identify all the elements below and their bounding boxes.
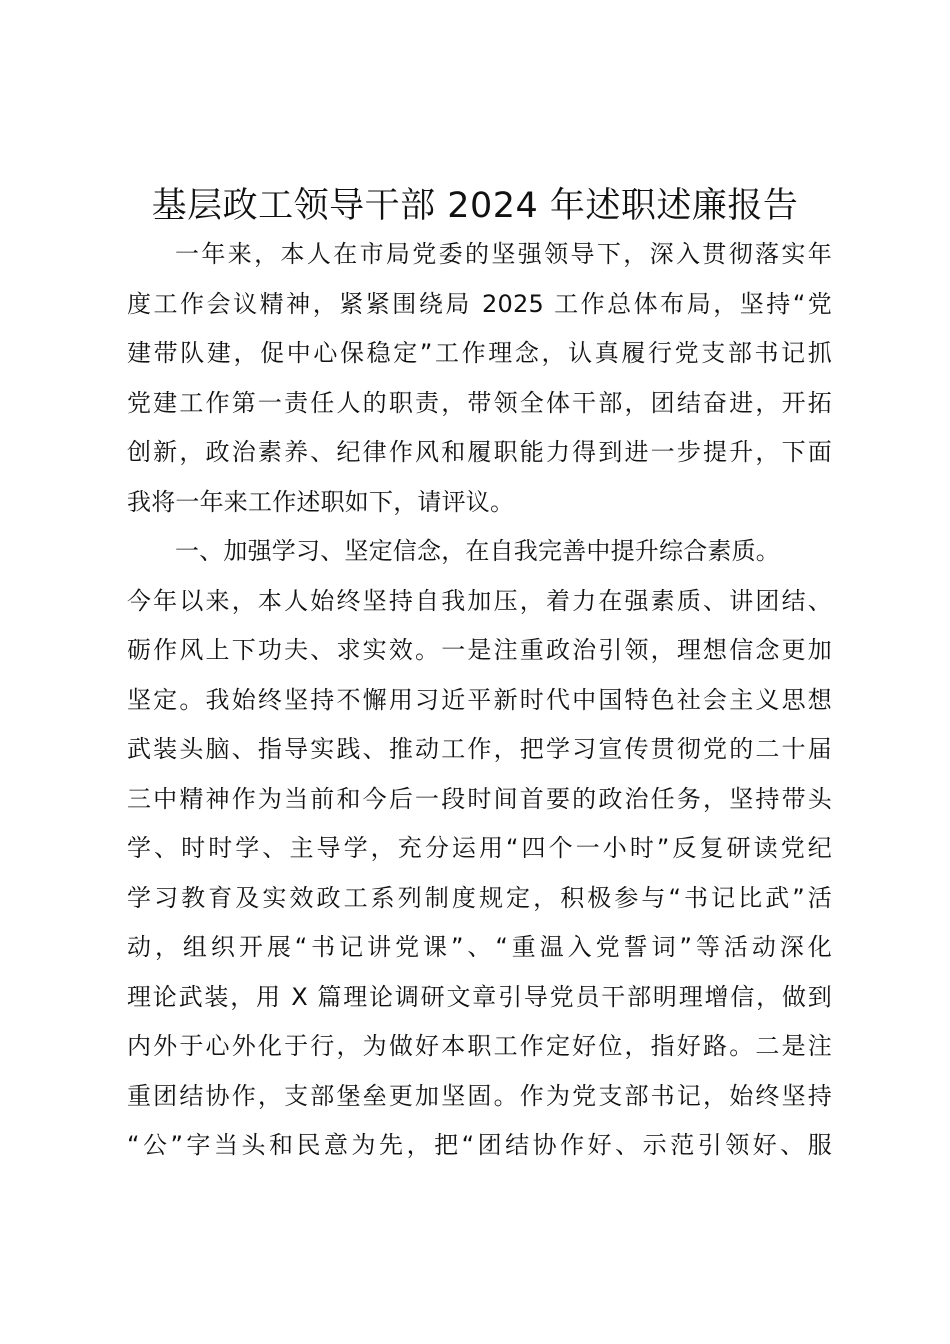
paragraph-line: 度工作会议精神，紧紧围绕局 2025 工作总体布局，坚持“党 — [127, 289, 832, 318]
paragraph-line: 党建工作第一责任人的职责，带领全体干部，团结奋进，开拓 — [127, 388, 832, 417]
paragraph-line: 我将一年来工作述职如下，请评议。 — [127, 487, 515, 516]
paragraph-line: 砺作风上下功夫、求实效。一是注重政治引领，理想信念更加 — [127, 636, 832, 664]
paragraph-line: 三中精神作为当前和今后一段时间首要的政治任务，坚持带头 — [127, 784, 832, 813]
paragraph-line: 学、时时学、主导学，充分运用“四个一小时”反复研读党纪 — [127, 834, 832, 862]
paragraph-line: 坚定。我始终坚持不懈用习近平新时代中国特色社会主义思想 — [127, 685, 832, 714]
paragraph-line: 动，组织开展“书记讲党课”、“重温入党誓词”等活动深化 — [127, 933, 832, 961]
paragraph-line: 学习教育及实效政工系列制度规定，积极参与“书记比武”活 — [127, 883, 832, 912]
paragraph-2 — [127, 527, 832, 1171]
paragraph-line: 一年来，本人在市局党委的坚强领导下，深入贯彻落实年 — [175, 240, 832, 268]
paragraph-line: 理论武装，用 X 篇理论调研文章引导党员干部明理增信，做到 — [127, 982, 832, 1011]
document-body — [127, 230, 832, 1171]
paragraph-line: “公”字当头和民意为先，把“团结协作好、示范引领好、服 — [127, 1131, 832, 1159]
paragraph-line: 创新，政治素养、纪律作风和履职能力得到进一步提升，下面 — [127, 438, 832, 466]
paragraph-line: 一、加强学习、坚定信念，在自我完善中提升综合素质。 — [175, 537, 780, 565]
paragraph-line: 内外于心外化于行，为做好本职工作定好位，指好路。二是注 — [127, 1032, 832, 1060]
paragraph-line: 建带队建，促中心保稳定”工作理念，认真履行党支部书记抓 — [127, 339, 832, 367]
paragraph-line: 重团结协作，支部堡垒更加坚固。作为党支部书记，始终坚持 — [127, 1081, 832, 1110]
paragraph-1 — [127, 230, 832, 527]
document-title: 基层政工领导干部 2024 年述职述廉报告 — [151, 186, 799, 226]
paragraph-line: 武装头脑、指导实践、推动工作，把学习宣传贯彻党的二十届 — [127, 735, 832, 763]
paragraph-line: 今年以来，本人始终坚持自我加压，着力在强素质、讲团结、 — [127, 586, 832, 615]
